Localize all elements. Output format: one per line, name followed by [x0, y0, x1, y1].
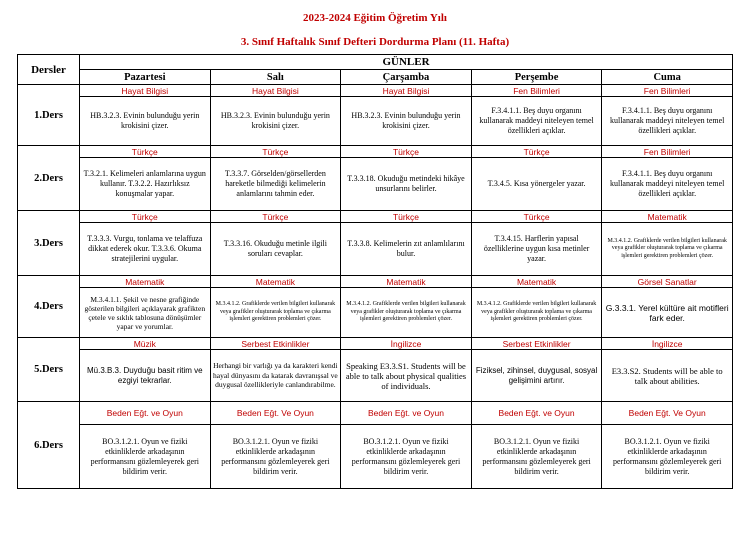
- outcome-cell: HB.3.2.3. Evinin bulunduğu yerin krokisini çizer.: [341, 97, 472, 146]
- subject-cell: Beden Eğt. ve Oyun: [471, 402, 602, 425]
- subject-cell: Serbest Etkinlikler: [471, 338, 602, 350]
- outcome-cell: G.3.3.1. Yerel kültüre ait motifleri fark eder.: [602, 288, 733, 338]
- outcome-cell: F.3.4.1.1. Beş duyu organını kullanarak maddeyi niteleyen temel özellikleri açıklar.: [471, 97, 602, 146]
- subject-cell: Matematik: [210, 276, 341, 288]
- outcome-cell: M.3.4.1.2. Grafiklerde verilen bilgileri kullanarak veya grafikler oluşturarak toplama ve çıkarma işlemleri gerektiren problemleri çözer.: [471, 288, 602, 338]
- outcome-cell: BO.3.1.2.1. Oyun ve fiziki etkinliklerde arkadaşının performansını gözlemleyerek geri bildirim verir.: [80, 425, 211, 489]
- subject-cell: Fen Bilimleri: [602, 85, 733, 97]
- subject-cell: Hayat Bilgisi: [210, 85, 341, 97]
- subject-cell: Matematik: [602, 211, 733, 223]
- subject-cell: İngilizce: [602, 338, 733, 350]
- outcome-cell: M.3.4.1.2. Grafiklerde verilen bilgileri kullanarak veya grafikler oluşturarak toplama ve çıkarma işlemleri gerektiren problemleri çözer.: [602, 223, 733, 276]
- outcome-cell: HB.3.2.3. Evinin bulunduğu yerin krokisini çizer.: [210, 97, 341, 146]
- day-header-tuesday: Salı: [210, 70, 341, 85]
- subject-cell: Hayat Bilgisi: [341, 85, 472, 97]
- subject-cell: Türkçe: [80, 211, 211, 223]
- outcome-cell: T.3.3.8. Kelimelerin zıt anlamlılarını bulur.: [341, 223, 472, 276]
- subject-cell: Beden Eğt. Ve Oyun: [602, 402, 733, 425]
- weekly-plan-table: [17, 54, 733, 489]
- outcome-cell: BO.3.1.2.1. Oyun ve fiziki etkinliklerde arkadaşının performansını gözlemleyerek geri bildirim verir.: [471, 425, 602, 489]
- outcome-cell: M.3.4.1.1. Şekil ve nesne grafiğinde gösterilen bilgileri açıklayarak grafikten çetele ve sıklık tablosuna dönüşümler yapar ve yorumlar.: [80, 288, 211, 338]
- lessons-column-header: Dersler: [18, 55, 80, 85]
- day-header-wednesday: Çarşamba: [341, 70, 472, 85]
- day-header-monday: Pazartesi: [80, 70, 211, 85]
- outcome-cell: Mü.3.B.3. Duyduğu basit ritim ve ezgiyi tekrarlar.: [80, 350, 211, 402]
- lesson-label-2: 2.Ders: [18, 146, 80, 211]
- lesson-label-4: 4.Ders: [18, 276, 80, 338]
- outcome-cell: T.3.2.1. Kelimeleri anlamlarına uygun kullanır. T.3.2.2. Hazırlıksız konuşmalar yapar.: [80, 158, 211, 211]
- outcome-cell: T.3.4.5. Kısa yönergeler yazar.: [471, 158, 602, 211]
- subject-cell: Türkçe: [210, 211, 341, 223]
- outcome-cell: F.3.4.1.1. Beş duyu organını kullanarak maddeyi niteleyen temel özellikleri açıklar.: [602, 158, 733, 211]
- outcome-cell: F.3.4.1.1. Beş duyu organını kullanarak maddeyi niteleyen temel özellikleri açıklar.: [602, 97, 733, 146]
- plan-title: 3. Sınıf Haftalık Sınıf Defteri Dordurma Planı (11. Hafta): [240, 36, 510, 48]
- days-group-header: GÜNLER: [80, 55, 733, 70]
- subject-cell: Görsel Sanatlar: [602, 276, 733, 288]
- subject-cell: Hayat Bilgisi: [80, 85, 211, 97]
- lesson-label-6: 6.Ders: [18, 402, 80, 489]
- outcome-cell: T.3.3.18. Okuduğu metindeki hikâye unsurlarını belirler.: [341, 158, 472, 211]
- subject-cell: Türkçe: [210, 146, 341, 158]
- subject-cell: Beden Eğt. ve Oyun: [80, 402, 211, 425]
- outcome-cell: HB.3.2.3. Evinin bulunduğu yerin krokisini çizer.: [80, 97, 211, 146]
- lesson-label-1: 1.Ders: [18, 85, 80, 146]
- subject-cell: Müzik: [80, 338, 211, 350]
- outcome-cell: Speaking E3.3.S1. Students will be able to talk about physical qualities of individuals.: [341, 350, 472, 402]
- subject-cell: Beden Eğt. ve Oyun: [341, 402, 472, 425]
- subject-cell: Türkçe: [80, 146, 211, 158]
- outcome-cell: BO.3.1.2.1. Oyun ve fiziki etkinliklerde arkadaşının performansını gözlemleyerek geri bildirim verir.: [341, 425, 472, 489]
- day-header-thursday: Perşembe: [471, 70, 602, 85]
- day-header-friday: Cuma: [602, 70, 733, 85]
- subject-cell: Serbest Etkinlikler: [210, 338, 341, 350]
- subject-cell: Türkçe: [341, 211, 472, 223]
- subject-cell: Türkçe: [471, 211, 602, 223]
- subject-cell: Matematik: [80, 276, 211, 288]
- outcome-cell: T.3.4.15. Harflerin yapısal özelliklerine uygun kısa metinler yazar.: [471, 223, 602, 276]
- outcome-cell: T.3.3.3. Vurgu, tonlama ve telaffuza dikkat ederek okur. T.3.3.6. Okuma stratejilerini uygular.: [80, 223, 211, 276]
- lesson-label-3: 3.Ders: [18, 211, 80, 276]
- outcome-cell: Fiziksel, zihinsel, duygusal, sosyal gelişimini artırır.: [471, 350, 602, 402]
- subject-cell: Türkçe: [341, 146, 472, 158]
- lesson-label-5: 5.Ders: [18, 338, 80, 402]
- subject-cell: İngilizce: [341, 338, 472, 350]
- outcome-cell: M.3.4.1.2. Grafiklerde verilen bilgileri kullanarak veya grafikler oluşturarak toplama ve çıkarma işlemleri gerektiren problemleri çözer.: [341, 288, 472, 338]
- outcome-cell: T.3.3.16. Okuduğu metinle ilgili soruları cevaplar.: [210, 223, 341, 276]
- outcome-cell: T.3.3.7. Görselden/görsellerden hareketle bilmediği kelimelerin anlamlarını tahmin eder.: [210, 158, 341, 211]
- outcome-cell: M.3.4.1.2. Grafiklerde verilen bilgileri kullanarak veya grafikler oluşturarak toplama ve çıkarma işlemleri gerektiren problemleri çözer.: [210, 288, 341, 338]
- subject-cell: Beden Eğt. Ve Oyun: [210, 402, 341, 425]
- subject-cell: Fen Bilimleri: [471, 85, 602, 97]
- outcome-cell: BO.3.1.2.1. Oyun ve fiziki etkinliklerde arkadaşının performansını gözlemleyerek geri bildirim verir.: [210, 425, 341, 489]
- year-title: 2023-2024 Eğitim Öğretim Yılı: [303, 12, 447, 24]
- outcome-cell: E3.3.S2. Students will be able to talk about abilities.: [602, 350, 733, 402]
- outcome-cell: Herhangi bir varlığı ya da karakteri kendi hayal dünyasını da katarak davranışsal ve duygusal özellikleriyle canlandırabilme.: [210, 350, 341, 402]
- outcome-cell: BO.3.1.2.1. Oyun ve fiziki etkinliklerde arkadaşının performansını gözlemleyerek geri bildirim verir.: [602, 425, 733, 489]
- subject-cell: Matematik: [341, 276, 472, 288]
- subject-cell: Fen Bilimleri: [602, 146, 733, 158]
- subject-cell: Türkçe: [471, 146, 602, 158]
- subject-cell: Matematik: [471, 276, 602, 288]
